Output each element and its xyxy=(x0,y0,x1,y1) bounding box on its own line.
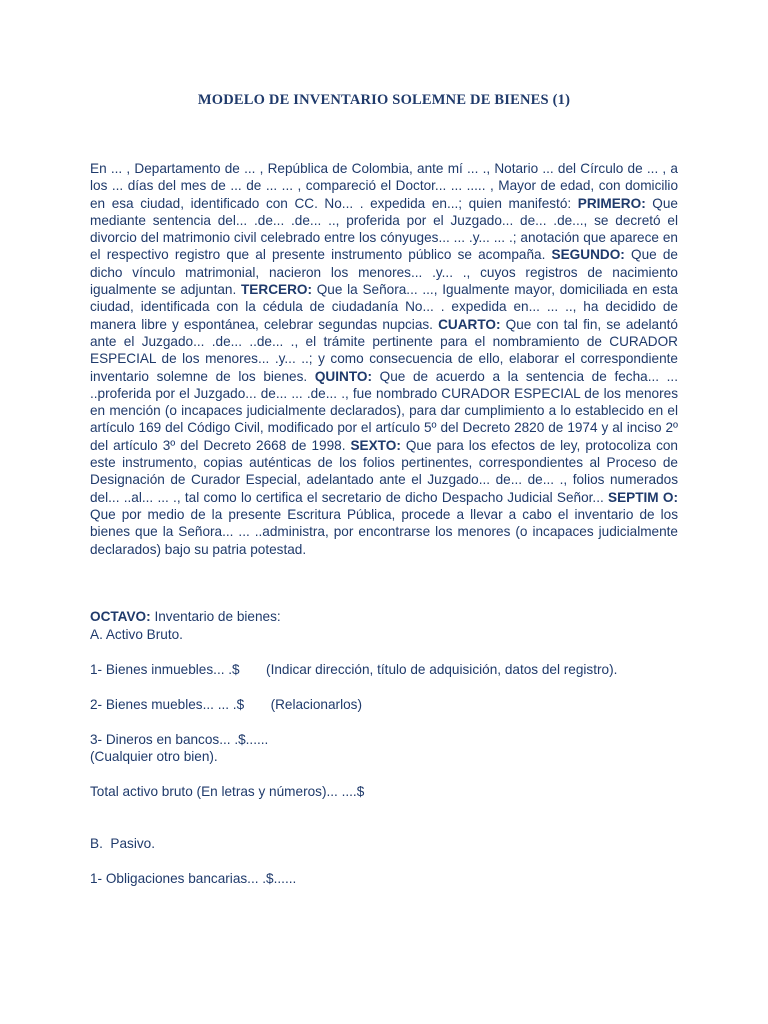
septimo-text: Que por medio de la presente Escritura Pública, procede a llevar a cabo el inventario de los bienes que la Señora... ... ..administra, por encontrarse los menores (o incapaces judicialmente declarados) bajo su patria potestad. xyxy=(90,506,678,557)
octavo-text: Inventario de bienes: xyxy=(150,609,281,624)
octavo-line xyxy=(90,609,281,624)
sexto-text: Que para los efectos de ley, protocoliza con este instrumento, copias auténticas de los folios pertinentes, correspondientes al Proceso de Designación de Curador Especial, adelantado ante el Juzgado... de... de... ., folios numerados del... ..al... ... ., tal como lo certifica el secretario de dicho Despacho Judicial Señor... xyxy=(90,437,678,505)
item-obligaciones-bancarias: 1- Obligaciones bancarias... .$...... xyxy=(90,871,297,886)
quinto-label: QUINTO: xyxy=(314,368,372,384)
primero-text: Que mediante sentencia del... .de... .de... .., proferida por el Juzgado... de... .de..., se decretó el divorcio del matrimonio civil celebrado entre los cónyuges... ... .y... ... .; anotación que aparece en el respectivo registro que al presente instrumento público se acompaña. xyxy=(90,195,678,263)
segundo-label: SEGUNDO: xyxy=(551,247,625,263)
item-otro-bien: (Cualquier otro bien). xyxy=(90,749,218,764)
intro-text: En ... , Departamento de ... , República de Colombia, ante mí ... ., Notario ... del Círculo de ... , a los ... días del mes de ... de ... ... , compareció el Doctor... ... ..... , Mayor de edad, con domicilio en esa ciudad, identificado con CC. No... . expedida en...; quien manifestó: xyxy=(90,161,678,211)
octavo-label: OCTAVO: xyxy=(90,609,151,624)
pasivo-heading: B. Pasivo. xyxy=(90,836,155,851)
tercero-label: TERCERO: xyxy=(241,282,312,298)
sexto-label: SEXTO: xyxy=(350,437,401,453)
item-bienes-inmuebles: 1- Bienes inmuebles... .$ (Indicar dirección, título de adquisición, datos del registro). xyxy=(90,662,618,677)
document-title: MODELO DE INVENTARIO SOLEMNE DE BIENES (1) xyxy=(197,92,571,108)
item-bienes-muebles: 2- Bienes muebles... ... .$ (Relacionarlos) xyxy=(90,697,362,712)
primero-label: PRIMERO: xyxy=(577,195,646,211)
activo-bruto-heading: A. Activo Bruto. xyxy=(90,627,183,642)
cuarto-text: Que con tal fin, se adelantó ante el Juzgado... .de... ..de... ., el trámite pertinente para el nombramiento de CURADOR ESPECIAL de los menores... .y... ..; y como consecuencia de ello, elaborar el correspondiente inventario solemne de los bienes. xyxy=(90,316,678,384)
item-dineros-bancos: 3- Dineros en bancos... .$...... xyxy=(90,732,269,747)
segundo-text: Que de dicho vínculo matrimonial, nacieron los menores... .y... ., cuyos registros de nacimiento igualmente se adjuntan. xyxy=(90,247,678,298)
cuarto-label: CUARTO: xyxy=(438,316,501,332)
septimo-label: SEPTIM O: xyxy=(608,489,678,505)
tercero-text: Que la Señora... ..., Igualmente mayor, domiciliada en esta ciudad, identificada con la cédula de ciudadanía No... . expedida en... ... .., ha decidido de manera libre y espontánea, celebrar segundas nupcias. xyxy=(90,282,678,332)
document-body xyxy=(90,160,678,558)
quinto-text: Que de acuerdo a la sentencia de fecha... ... ..proferida por el Juzgado... de... ... .de... ., fue nombrado CURADOR ESPECIAL de los menores en mención (o incapaces judicialmente declarados), para dar cumplimiento a lo establecido en el artículo 169 del Código Civil, modificado por el artículo 5º del Decreto 2820 de 1974 y al inciso 2º del artículo 3º del Decreto 2668 de 1998. xyxy=(90,368,678,453)
total-activo-bruto: Total activo bruto (En letras y números)... ....$ xyxy=(90,784,365,799)
